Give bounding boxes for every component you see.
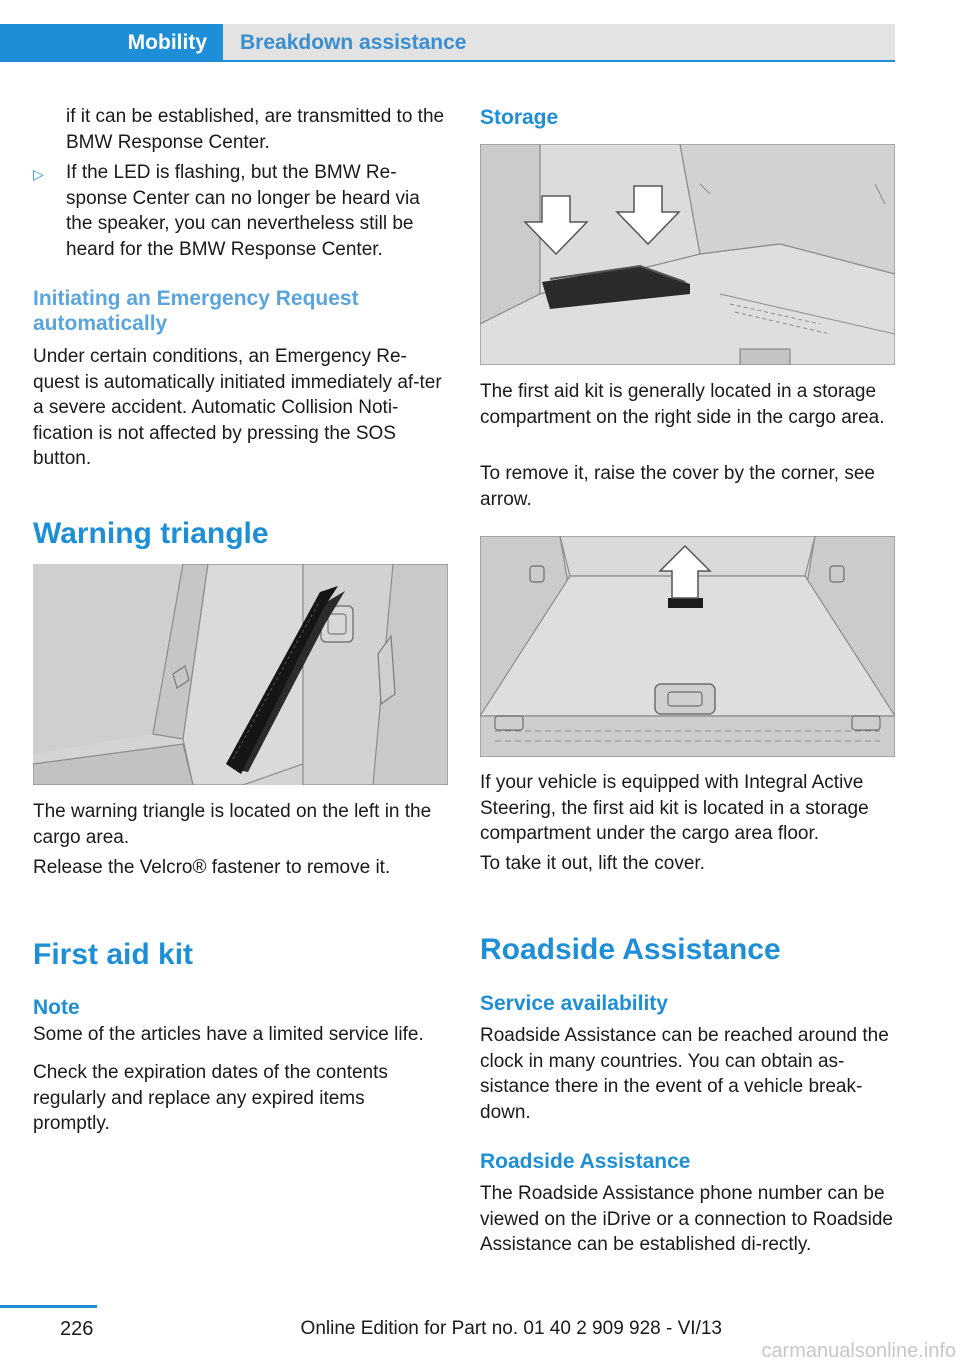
paragraph-service-availability: Roadside Assistance can be reached around the clock in many countries. You can obtain as-sistance there in the event of a vehicle break-down. (480, 1025, 889, 1123)
page-number: 226 (60, 1318, 94, 1340)
paragraph-integral-steering: If your vehicle is equipped with Integral Active Steering, the first aid kit is located in a storage compartment under the cargo area floor. (480, 772, 869, 844)
paragraph-service-life: Some of the articles have a limited service life. (33, 1024, 424, 1045)
underfloor-storage-illustration (480, 536, 895, 757)
heading-storage: Storage (480, 106, 559, 129)
paragraph-automatic-request: Under certain conditions, an Emergency Re-quest is automatically initiated immediately af-ter a severe accident. Automatic Collision Noti-fication is not affected by pressing the SOS button. (33, 346, 442, 469)
footer-edition: Online Edition for Part no. 01 40 2 909 928 - VI/13 (300, 1318, 722, 1339)
paragraph-roadside-phone: The Roadside Assistance phone number can be viewed on the iDrive or a connection to Roadside Assistance can be established di-rectly. (480, 1183, 893, 1255)
heading-roadside-assistance-sub: Roadside Assistance (480, 1150, 691, 1173)
header-section-title: Breakdown assistance (223, 24, 895, 62)
paragraph-velcro: Release the Velcro® fastener to remove it. (33, 857, 391, 878)
paragraph-warning-location: The warning triangle is located on the left in the cargo area. (33, 801, 432, 848)
warning-triangle-illustration (33, 564, 448, 785)
cargo-floor-icon (480, 536, 895, 757)
storage-compartment-illustration (480, 144, 895, 365)
header-chapter-tab: Mobility (0, 24, 223, 62)
heading-initiating-emergency (33, 286, 433, 336)
bullet-icon: ▷ (33, 166, 44, 182)
heading-first-aid-kit: First aid kit (33, 938, 194, 971)
heading-warning-triangle: Warning triangle (33, 517, 269, 550)
heading-note: Note (33, 996, 80, 1019)
paragraph-transmitted: if it can be established, are transmitted to the BMW Response Center. (66, 106, 445, 153)
header-rule (223, 60, 895, 62)
paragraph-lift-cover: To take it out, lift the cover. (480, 853, 705, 874)
heading-line-2: automatically (33, 312, 168, 335)
footer-page-rule (0, 1305, 97, 1308)
paragraph-storage-location: The first aid kit is generally located in a storage compartment on the right side in the cargo area. (480, 381, 885, 428)
heading-service-availability: Service availability (480, 992, 668, 1015)
cargo-left-side-icon (33, 564, 448, 785)
watermark: carmanualsonline.info (761, 1340, 956, 1362)
heading-line-1: Initiating an Emergency Request (33, 287, 359, 310)
storage-cover-icon (480, 144, 895, 365)
paragraph-raise-cover: To remove it, raise the cover by the corner, see arrow. (480, 463, 875, 510)
paragraph-expiration-dates: Check the expiration dates of the contents regularly and replace any expired items promptly. (33, 1062, 388, 1134)
bullet-led-flashing: If the LED is flashing, but the BMW Re-sponse Center can no longer be heard via the speaker, you can nevertheless still be heard for the BMW Response Center. (66, 162, 420, 260)
heading-roadside-assistance: Roadside Assistance (480, 933, 781, 966)
